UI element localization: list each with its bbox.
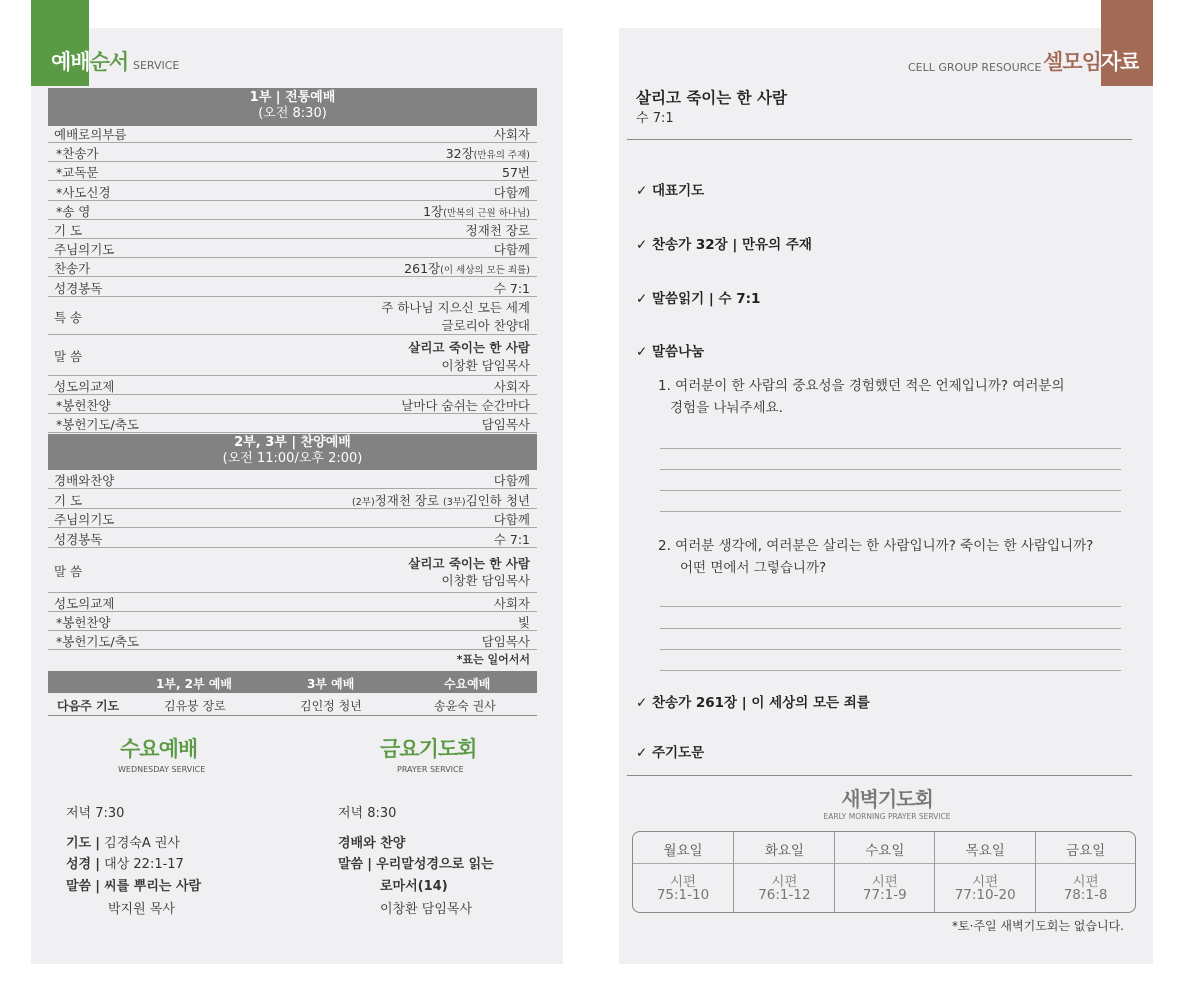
- item-value: 57번: [502, 165, 530, 181]
- answer-line: [660, 511, 1121, 512]
- item-label: 찬송가: [54, 261, 91, 277]
- friday-preacher: 이창환 담임목사: [380, 902, 473, 917]
- schedule-v1: 시편: [771, 874, 798, 890]
- item-label: *찬송가: [56, 146, 99, 162]
- item-value: 정재천 장로: [465, 223, 530, 238]
- item-label: 기 도: [54, 492, 83, 508]
- service-item-row: [48, 239, 537, 258]
- service-item-row: [48, 258, 537, 277]
- check-sharing: ✓ 말씀나눔: [636, 344, 705, 360]
- dawn-note: *토·주일 새벽기도회는 없습니다.: [952, 919, 1124, 933]
- service-item-row: [48, 414, 537, 433]
- item-label: 성도의교제: [54, 596, 115, 611]
- answer-line: [660, 670, 1121, 671]
- divider: [627, 139, 1132, 140]
- schedule-day: 금요일: [1066, 843, 1106, 859]
- schedule-v2: 78:1-8: [1063, 887, 1108, 903]
- friday-subtitle: PRAYER SERVICE: [397, 765, 464, 774]
- item-label: *송 영: [56, 203, 91, 219]
- item-value: 수 7:1: [493, 280, 530, 296]
- item-label: *교독문: [56, 165, 99, 181]
- sermon2-row: 말 씀 살리고 죽이는 한 사람 이창환 담임목사: [48, 548, 537, 593]
- item-value: 32장(만유의 주재): [445, 146, 530, 162]
- item-value: 사회자: [493, 596, 530, 611]
- schedule-day-column: [934, 832, 1035, 912]
- check-hymn-261: ✓ 찬송가 261장 | 이 세상의 모든 죄를: [636, 695, 870, 711]
- item-value: 261장(이 세상의 모든 죄를): [404, 261, 530, 277]
- friday-worship: 경배와 찬양: [338, 836, 406, 851]
- check-reading: ✓ 말씀읽기 | 수 7:1: [636, 291, 761, 307]
- dawn-prayer-schedule: [632, 831, 1136, 913]
- answer-line: [660, 628, 1121, 629]
- schedule-v1: 시편: [871, 874, 898, 890]
- service-item-row: [48, 470, 537, 489]
- service-item-row: [48, 182, 537, 201]
- schedule-v2: 77:1-9: [862, 887, 907, 903]
- item-label: 주님의기도: [54, 512, 115, 527]
- item-value: 담임목사: [481, 417, 530, 433]
- schedule-v1: 시편: [972, 874, 999, 890]
- dawn-prayer-subtitle: EARLY MORNING PRAYER SERVICE: [823, 812, 951, 821]
- service-item-row: [48, 220, 537, 239]
- schedule-day-column: [1035, 832, 1136, 912]
- service-item-row: [48, 612, 537, 631]
- service-item-row: [48, 631, 537, 650]
- wednesday-subtitle: WEDNESDAY SERVICE: [118, 765, 206, 774]
- service-item-row: [48, 509, 537, 528]
- item-value: 다함께: [493, 242, 530, 258]
- schedule-v2: 77:10-20: [954, 887, 1016, 903]
- item-label: *봉헌찬양: [56, 398, 111, 414]
- item-value: 날마다 숨쉬는 순간마다: [401, 398, 530, 414]
- item-label: 예배로의부름: [54, 127, 127, 142]
- cell-group-page: [619, 28, 1153, 964]
- schedule-v2: 76:1-12: [758, 887, 811, 903]
- service-item-row: [48, 395, 537, 414]
- divider: [627, 775, 1132, 776]
- friday-sermon-line2: 로마서(14): [380, 879, 448, 894]
- service-item-row: [48, 124, 537, 143]
- friday-title: 금요기도회: [380, 737, 477, 761]
- wednesday-sermon: 말씀 | 씨를 뿌리는 사람: [66, 879, 202, 894]
- service-item-row: [48, 278, 537, 297]
- item-value: 다함께: [493, 184, 530, 200]
- friday-time: 저녁 8:30: [338, 806, 397, 821]
- item-label: *봉헌기도/축도: [56, 417, 139, 433]
- answer-line: [660, 606, 1121, 607]
- sermon-row: 말 씀 살리고 죽이는 한 사람 이창환 담임목사: [48, 335, 537, 376]
- check-hymn-32: ✓ 찬송가 32장 | 만유의 주재: [636, 237, 812, 253]
- service2-header: 2부, 3부 | 찬양예배 (오전 11:00/오후 2:00): [48, 434, 537, 470]
- wednesday-scripture: 성경 | 대상 22:1-17: [66, 857, 184, 872]
- wednesday-title: 수요예배: [120, 737, 198, 761]
- schedule-v1: 시편: [669, 874, 697, 890]
- stand-note: *표는 일어서서: [456, 653, 530, 666]
- next-week-prayer-row: 다음주 기도 김유붕 장로 김인정 청년 송윤숙 권사: [48, 693, 537, 716]
- schedule-v1: 시편: [1072, 874, 1099, 890]
- item-label: 기 도: [54, 223, 83, 238]
- item-value: (2부)정재천 장로 (3부)김인하 청년: [352, 492, 530, 508]
- schedule-day: 목요일: [965, 843, 1005, 859]
- schedule-day-column: [733, 832, 834, 912]
- dawn-prayer-title: 새벽기도회: [841, 787, 933, 811]
- item-label: *봉헌기도/축도: [56, 634, 139, 650]
- item-value: 빛: [517, 615, 530, 631]
- item-value: 수 7:1: [493, 531, 530, 547]
- item-label: *사도신경: [56, 184, 111, 200]
- item-value: 다함께: [493, 473, 530, 488]
- service-subtitle: SERVICE: [133, 59, 180, 72]
- item-value: 사회자: [493, 127, 530, 142]
- service-item-row: [48, 529, 537, 548]
- sermon-title: 살리고 죽이는 한 사람: [636, 89, 787, 107]
- service-item-row: [48, 376, 537, 395]
- schedule-day-column: [834, 832, 935, 912]
- service-item-row: [48, 162, 537, 181]
- item-label: 성경봉독: [54, 280, 103, 296]
- answer-line: [660, 448, 1121, 449]
- service-item-row: [48, 490, 537, 509]
- answer-line: [660, 649, 1121, 650]
- service-title: 예배순서: [51, 50, 129, 74]
- item-label: 주님의기도: [54, 242, 115, 258]
- cell-resource-subtitle: CELL GROUP RESOURCE: [908, 61, 1042, 74]
- item-label: *봉헌찬양: [56, 615, 111, 631]
- schedule-day: 월요일: [663, 843, 703, 859]
- check-representative-prayer: ✓ 대표기도: [636, 183, 705, 199]
- check-lords-prayer: ✓ 주기도문: [636, 745, 705, 761]
- answer-line: [660, 469, 1121, 470]
- service-item-row: [48, 593, 537, 612]
- wednesday-prayer: 기도 | 김경숙A 권사: [66, 836, 180, 851]
- answer-line: [660, 490, 1121, 491]
- special-song-row: 특 송 주 하나님 지으신 모든 세계 글로리아 찬양대: [48, 297, 537, 335]
- sermon-verse: 수 7:1: [636, 111, 674, 126]
- question-1: 1. 여러분이 한 사람의 중요성을 경험했던 적은 언제입니까? 여러분의 경험을 나눠주세요.: [658, 378, 1065, 416]
- schedule-day-column: [633, 832, 733, 912]
- schedule-day: 수요일: [865, 843, 905, 859]
- friday-sermon: 말씀 | 우리말성경으로 읽는: [338, 857, 494, 872]
- service-item-row: [48, 143, 537, 162]
- item-value: 1장(만복의 근원 하나님): [423, 203, 530, 219]
- service-item-row: [48, 201, 537, 220]
- wednesday-preacher: 박지원 목사: [108, 902, 175, 917]
- schedule-v2: 75:1-10: [656, 887, 710, 903]
- item-label: 성도의교제: [54, 379, 115, 394]
- item-value: 담임목사: [481, 634, 530, 650]
- item-label: 성경봉독: [54, 531, 103, 547]
- item-value: 사회자: [493, 379, 530, 394]
- schedule-day: 화요일: [764, 843, 804, 859]
- item-value: 다함께: [493, 512, 530, 527]
- service1-header: 1부 | 전통예배 (오전 8:30): [48, 88, 537, 126]
- question-2: 2. 여러분 생각에, 여러분은 살리는 한 사람입니까? 죽이는 한 사람입니까? 어떤 면에서 그렇습니까?: [658, 538, 1094, 576]
- cell-resource-title: 셀모임자료: [1043, 50, 1140, 74]
- wednesday-time: 저녁 7:30: [66, 806, 125, 821]
- next-week-header: 1부, 2부 예배 3부 예배 수요예배: [48, 671, 537, 693]
- item-label: 경배와찬양: [54, 473, 115, 488]
